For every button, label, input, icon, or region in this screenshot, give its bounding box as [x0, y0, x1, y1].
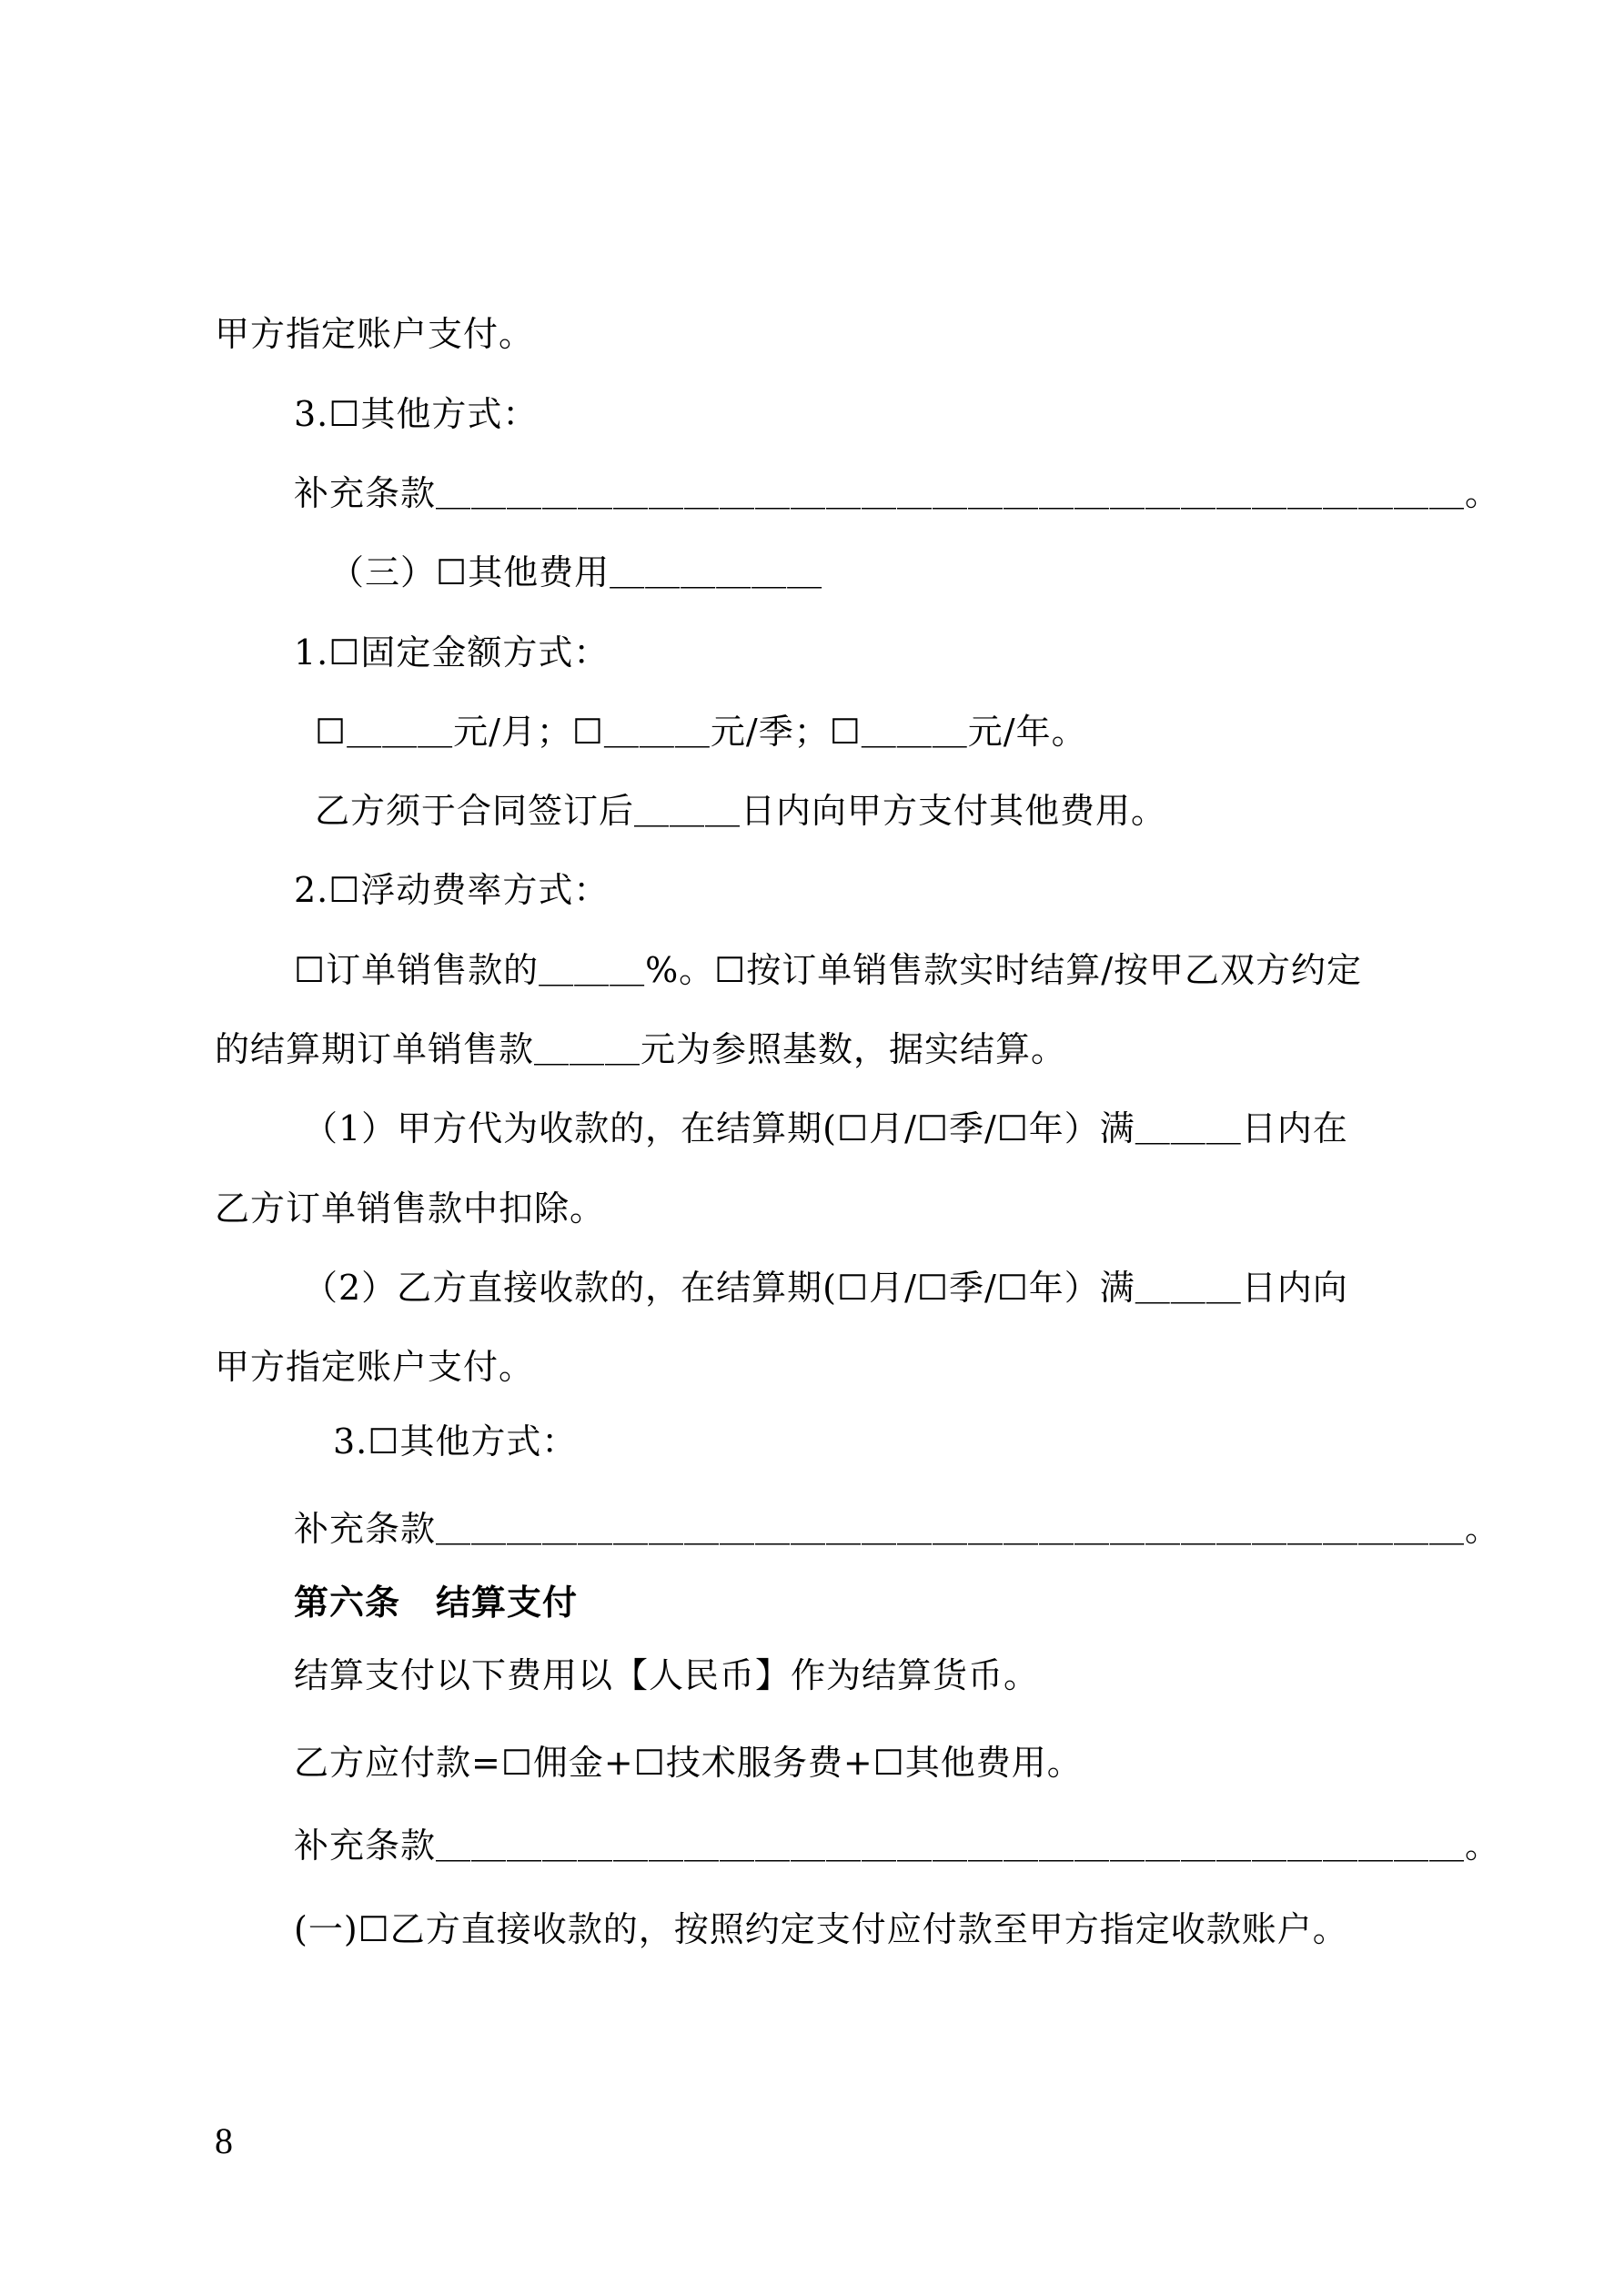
text-line: 乙方应付款=☐佣金+☐技术服务费+☐其他费用。: [294, 1743, 1083, 1783]
text-line: 甲方指定账户支付。: [215, 314, 535, 354]
text-line: 甲方指定账户支付。: [215, 1347, 535, 1387]
text-line: 3.☐其他方式：: [333, 1421, 578, 1462]
text-line: ☐＿＿＿元/月；☐＿＿＿元/季；☐＿＿＿元/年。: [315, 712, 1087, 752]
supplementary-clause-line: 补充条款＿＿＿＿＿＿＿＿＿＿＿＿＿＿＿＿＿＿＿＿＿＿＿＿＿＿＿＿＿。: [294, 1509, 1501, 1549]
section-heading: （三）☐其他费用＿＿＿＿＿＿: [329, 552, 823, 592]
text-line: 的结算期订单销售款＿＿＿元为参照基数，据实结算。: [215, 1029, 1067, 1069]
page-number: 8: [215, 2120, 233, 2161]
text-line: 3.☐其他方式：: [294, 394, 539, 434]
text-line: ☐订单销售款的＿＿＿%。☐按订单销售款实时结算/按甲乙双方约定: [294, 950, 1363, 990]
text-line: 乙方须于合同签订后＿＿＿日内向甲方支付其他费用。: [315, 791, 1167, 831]
text-line: 乙方订单销售款中扣除。: [215, 1188, 606, 1229]
text-line: (一)☐乙方直接收款的，按照约定支付应付款至甲方指定收款账户。: [294, 1909, 1348, 1949]
supplementary-clause-line: 补充条款＿＿＿＿＿＿＿＿＿＿＿＿＿＿＿＿＿＿＿＿＿＿＿＿＿＿＿＿＿。: [294, 473, 1501, 513]
supplementary-clause-line: 补充条款＿＿＿＿＿＿＿＿＿＿＿＿＿＿＿＿＿＿＿＿＿＿＿＿＿＿＿＿＿。: [294, 1826, 1501, 1866]
article-heading: 第六条 结算支付: [294, 1583, 579, 1623]
text-line: （2）乙方直接收款的，在结算期(☐月/☐季/☐年）满＿＿＿日内向: [303, 1268, 1348, 1308]
text-line: （1）甲方代为收款的，在结算期(☐月/☐季/☐年）满＿＿＿日内在: [303, 1108, 1348, 1148]
text-line: 1.☐固定金额方式：: [294, 632, 610, 673]
text-line: 2.☐浮动费率方式：: [294, 870, 610, 910]
text-line: 结算支付以下费用以【人民币】作为结算货币。: [294, 1655, 1040, 1695]
